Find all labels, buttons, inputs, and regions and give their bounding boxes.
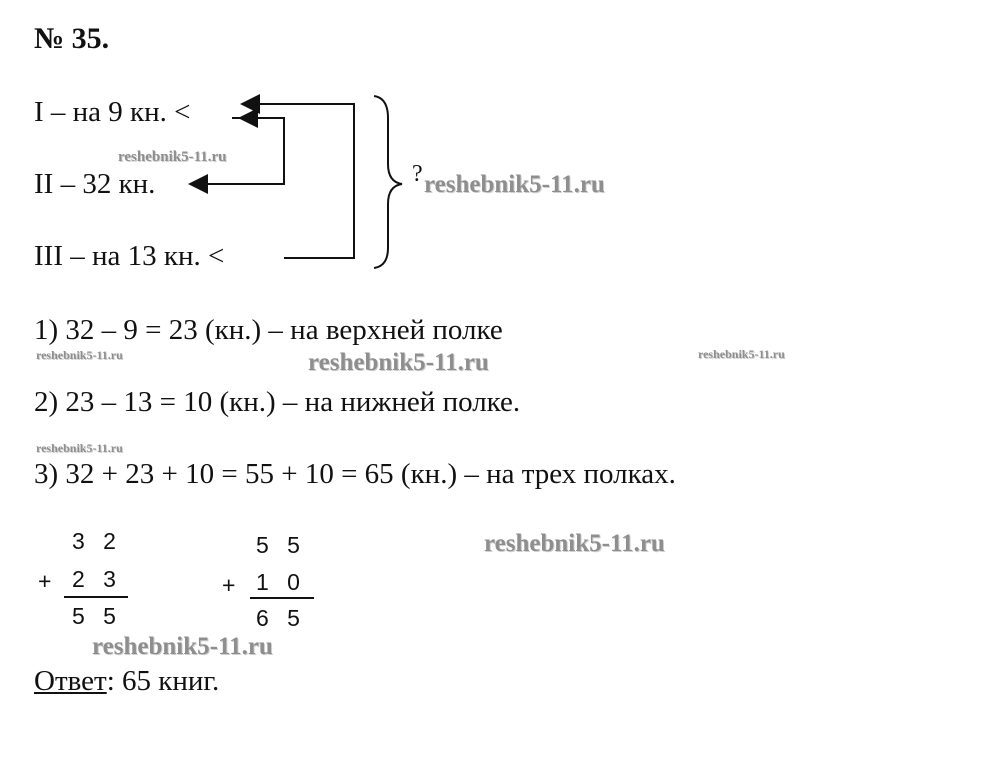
addition-1-result: 5 5 <box>72 603 122 629</box>
condition-shelf-1: I – на 9 кн. < <box>34 96 191 128</box>
arrow-from-3-to-1 <box>242 104 354 258</box>
answer-text: : 65 книг. <box>106 665 220 697</box>
watermark: reshebnik5-11.ru <box>118 149 227 165</box>
watermark: reshebnik5-11.ru <box>36 441 123 455</box>
watermark: reshebnik5-11.ru <box>484 530 665 557</box>
watermark: reshebnik5-11.ru <box>36 348 123 362</box>
addition-2-top: 5 5 <box>256 532 306 558</box>
addition-2-result: 6 5 <box>256 605 306 631</box>
answer-label: Ответ <box>34 665 107 697</box>
condition-shelf-3: III – на 13 кн. < <box>34 240 225 272</box>
solution-step-1: 1) 32 – 9 = 23 (кн.) – на верхней полке <box>34 314 503 346</box>
addition-2-sign: + <box>222 572 236 598</box>
curly-brace <box>374 96 402 268</box>
question-mark: ? <box>412 161 423 187</box>
solution-step-3: 3) 32 + 23 + 10 = 55 + 10 = 65 (кн.) – на трех полках. <box>34 458 676 490</box>
watermark: reshebnik5-11.ru <box>308 349 489 376</box>
solution-step-2: 2) 23 – 13 = 10 (кн.) – на нижней полке. <box>34 386 521 418</box>
addition-1-bottom: 2 3 <box>72 566 122 592</box>
answer-line <box>34 667 219 696</box>
watermark: reshebnik5-11.ru <box>92 633 273 660</box>
watermark: reshebnik5-11.ru <box>424 171 605 198</box>
condition-shelf-2: II – 32 кн. <box>34 168 156 200</box>
problem-number: № 35. <box>34 22 110 55</box>
addition-1-top: 3 2 <box>72 528 122 554</box>
watermark: reshebnik5-11.ru <box>698 347 785 361</box>
addition-1-sign: + <box>38 568 52 594</box>
addition-2-bottom: 1 0 <box>256 569 306 595</box>
